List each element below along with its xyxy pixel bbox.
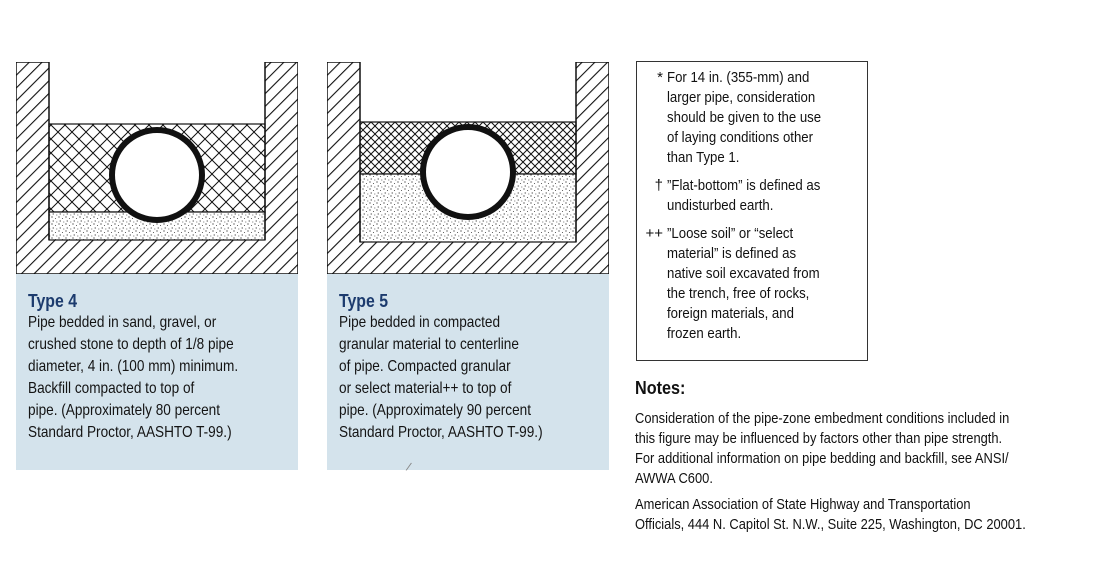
- type4-trench-opening: [49, 62, 265, 124]
- notes-heading: Notes:: [635, 378, 686, 398]
- footnote-asterisk: [641, 68, 863, 168]
- notes-line: American Association of State Highway and Transportation: [635, 496, 971, 513]
- footnote-line: ”Flat-bottom” is defined as: [667, 177, 821, 194]
- type5-trench-diagram: [327, 62, 609, 274]
- type4-trench-diagram: [16, 62, 298, 274]
- notes-line: this figure may be influenced by factors other than pipe strength.: [635, 430, 1003, 447]
- type4-pipe: [112, 130, 202, 220]
- notes-line: AWWA C600.: [635, 470, 713, 487]
- footnote-mark: *: [657, 69, 663, 86]
- type5-caption-line: Pipe bedded in compacted: [339, 314, 501, 331]
- type4-caption-line: diameter, 4 in. (100 mm) minimum.: [28, 358, 239, 375]
- footnote-line: of laying conditions other: [667, 129, 814, 146]
- type5-caption-line: granular material to centerline: [339, 336, 519, 353]
- stray-mark: /: [404, 459, 413, 475]
- footnote-mark: †: [654, 177, 663, 194]
- footnote-line: frozen earth.: [667, 325, 742, 342]
- footnote-line: larger pipe, consideration: [667, 89, 816, 106]
- type4-caption-line: Backfill compacted to top of: [28, 380, 195, 397]
- type4-caption-line: Pipe bedded in sand, gravel, or: [28, 314, 217, 331]
- type5-panel: [327, 62, 609, 475]
- notes-line: For additional information on pipe bedding and backfill, see ANSI/: [635, 450, 1009, 467]
- footnote-line: ”Loose soil” or “select: [667, 225, 794, 242]
- footnote-box: [636, 61, 868, 361]
- notes-line: Officials, 444 N. Capitol St. N.W., Suite 225, Washington, DC 20001.: [635, 516, 1026, 533]
- type5-caption-line: Standard Proctor, AASHTO T-99.): [339, 424, 543, 441]
- type4-caption-line: Standard Proctor, AASHTO T-99.): [28, 424, 232, 441]
- type5-trench-opening: [360, 62, 576, 122]
- type5-caption-line: of pipe. Compacted granular: [339, 358, 511, 375]
- type4-caption-line: crushed stone to depth of 1/8 pipe: [28, 336, 234, 353]
- footnote-double-plus: [641, 224, 863, 344]
- notes-paragraph: [635, 409, 1089, 489]
- footnote-line: material” is defined as: [667, 245, 797, 262]
- footnote-line: foreign materials, and: [667, 305, 794, 322]
- footnote-line: native soil excavated from: [667, 265, 820, 282]
- footnote-line: than Type 1.: [667, 149, 740, 166]
- notes-body: [635, 409, 1089, 541]
- footnote-line: undisturbed earth.: [667, 197, 774, 214]
- notes-paragraph: [635, 495, 1089, 535]
- footnote-line: the trench, free of rocks,: [667, 285, 810, 302]
- footnote-mark: ++: [645, 225, 663, 242]
- type4-caption-line: pipe. (Approximately 80 percent: [28, 402, 221, 419]
- type5-pipe: [423, 127, 513, 217]
- type4-title: Type 4: [28, 291, 78, 311]
- type5-caption-line: pipe. (Approximately 90 percent: [339, 402, 532, 419]
- type4-panel: [16, 62, 298, 470]
- footnote-line: should be given to the use: [667, 109, 822, 126]
- footnote-line: For 14 in. (355-mm) and: [667, 69, 810, 86]
- footnote-dagger: [641, 176, 863, 216]
- type5-caption-line: or select material++ to top of: [339, 380, 512, 397]
- notes-line: Consideration of the pipe-zone embedment conditions included in: [635, 410, 1010, 427]
- type4-caption: [16, 274, 298, 470]
- type5-title: Type 5: [339, 291, 389, 311]
- type5-caption: [327, 274, 609, 475]
